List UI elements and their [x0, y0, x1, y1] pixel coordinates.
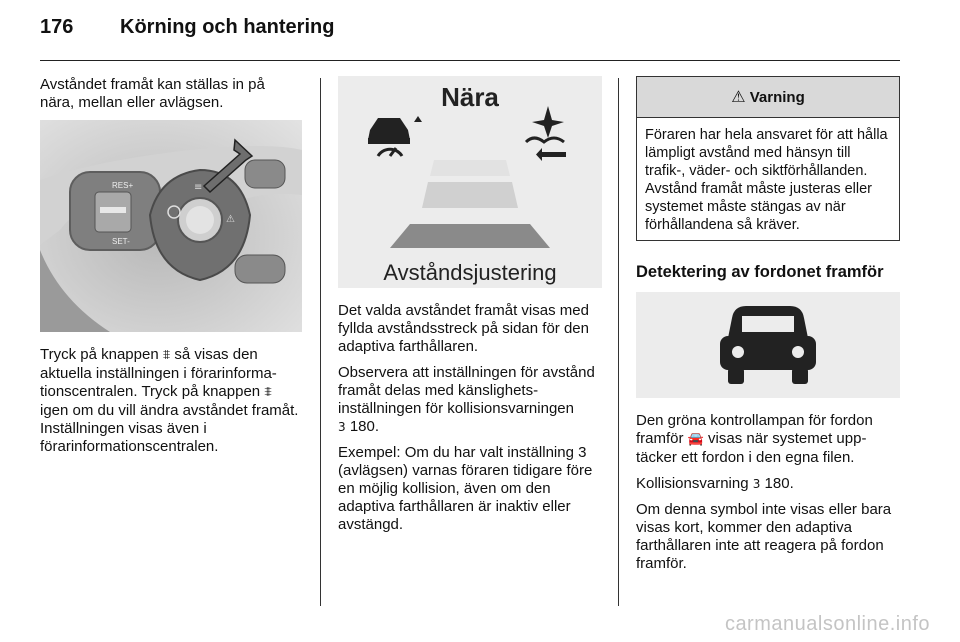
- column-3: [636, 76, 900, 581]
- collision-ref-label: Kollisionsvarning: [636, 475, 749, 492]
- example-text: Exempel: Om du har valt inställning 3 (avlägsen) varnas föraren tidigare före en möjlig kollision, även om den adaptiva farthållaren är inaktiv eller avstängd.: [338, 444, 593, 533]
- instruction-part-1: Tryck på knappen: [40, 346, 159, 363]
- reference-arrow-icon: 3: [338, 420, 346, 434]
- distance-button-icon: ⩨: [162, 348, 171, 363]
- header-rule: [40, 60, 900, 61]
- reference-arrow-icon: 3: [752, 477, 761, 491]
- warning-body: Föraren har hela ansvaret för att hålla lämpligt avstånd med hänsyn till trafik-, väder- och siktförhållanden. Avstånd framåt måste justeras eller systemet måste stängas av när förhållandena så kräver.: [645, 127, 888, 233]
- indicator-part-2: visas när systemet upptäcker ett fordon i den egna filen.: [636, 430, 867, 466]
- indicator-part-1: Den gröna kontrollampan för fordon framför: [636, 412, 873, 447]
- reference-page[interactable]: 180.: [764, 475, 794, 492]
- section-heading: Detektering av fordonet framför: [636, 263, 884, 281]
- button-instruction-text: [40, 346, 302, 456]
- shared-setting-text: [338, 364, 602, 436]
- warning-box: [636, 76, 900, 241]
- vehicle-ahead-figure: [636, 292, 900, 398]
- column-separator: [618, 78, 619, 606]
- shared-setting-part-1: Observera att inställningen för avstånd framåt delas med känslighetsinställningen för kollisionsvarningen: [338, 364, 595, 417]
- column-1: [40, 76, 302, 464]
- instruction-part-3: igen om du vill ändra avståndet framåt. Inställningen visas även i förarinformationscentralen.: [40, 402, 299, 455]
- instruction-part-2: så visas den aktuella inställningen i förarinformationscentralen. Tryck på knappen: [40, 346, 277, 400]
- intro-text: Avståndet framåt kan ställas in på nära, mellan eller avlägsen.: [40, 76, 265, 111]
- steering-wheel-figure: [40, 120, 302, 332]
- page-title: Körning och hantering: [120, 16, 335, 38]
- indicator-text: [636, 412, 900, 467]
- warning-triangle-icon: ⚠: [731, 87, 746, 106]
- display-description-text: Det valda avståndet framåt visas med fyllda avståndsstreck på sidan för den adaptiva farthållaren.: [338, 302, 589, 355]
- set-label: SET-: [112, 237, 130, 246]
- svg-text:⚠: ⚠: [226, 214, 235, 225]
- res-label: RES+: [112, 181, 134, 190]
- warning-header: [637, 77, 899, 118]
- warning-title: Varning: [749, 89, 805, 106]
- svg-text:≡: ≡: [194, 182, 203, 193]
- car-front-icon: 🚘: [687, 432, 704, 447]
- column-separator: [320, 78, 321, 606]
- distance-button-icon: ⩨: [264, 385, 272, 400]
- display-top-label: Nära: [441, 82, 499, 112]
- distance-display-figure: [338, 76, 602, 288]
- page-number: 176: [40, 16, 74, 38]
- reference-page[interactable]: 180.: [349, 418, 380, 435]
- symbol-note-text: Om denna symbol inte visas eller bara visas kort, kommer den adaptiva farthållaren inte att reagera på fordon framför.: [636, 501, 892, 572]
- watermark: carmanualsonline.info: [724, 613, 930, 635]
- display-bottom-label: Avståndsjustering: [383, 260, 557, 285]
- collision-ref-text: [636, 475, 900, 493]
- column-2: [338, 76, 602, 542]
